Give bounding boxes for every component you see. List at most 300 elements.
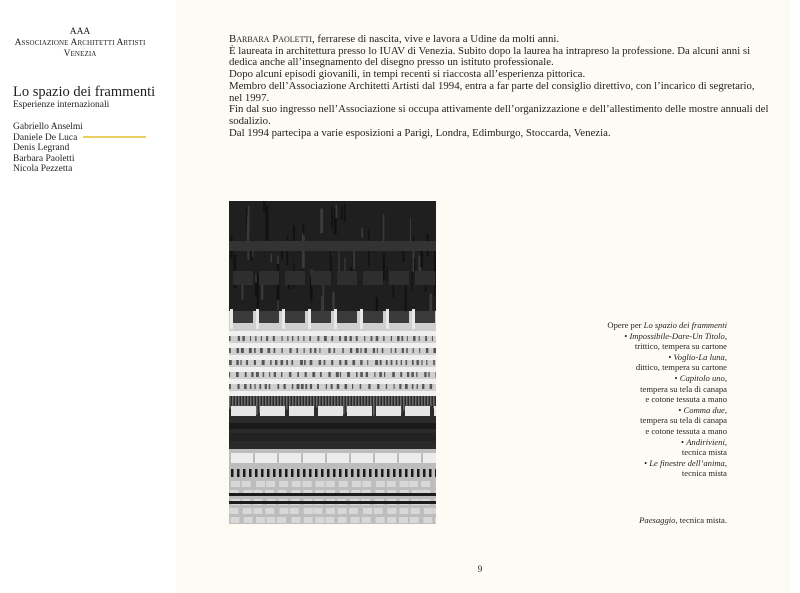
art-tick	[425, 336, 427, 341]
art-band	[229, 423, 436, 429]
art-tick	[345, 384, 348, 389]
art-drip	[409, 441, 413, 446]
art-tab	[415, 311, 435, 323]
art-drip	[373, 441, 377, 449]
art-tab	[311, 271, 331, 285]
art-tick	[254, 360, 256, 365]
art-stone	[266, 517, 275, 523]
art-drip	[331, 441, 335, 445]
art-stone	[229, 508, 238, 514]
art-stone	[363, 508, 372, 514]
art-tick	[326, 384, 327, 389]
art-tick	[314, 348, 316, 353]
art-stone	[292, 481, 301, 487]
art-tab	[389, 271, 409, 285]
art-tick	[297, 384, 300, 389]
art-tab	[233, 311, 253, 323]
art-tab	[285, 311, 305, 323]
image-caption-title: Paesaggio	[639, 515, 676, 525]
art-tab	[337, 271, 357, 285]
art-tick	[352, 384, 353, 389]
art-tick	[289, 372, 291, 377]
art-fringe-thread	[256, 396, 258, 415]
art-dash	[369, 469, 372, 477]
art-label	[351, 453, 373, 463]
art-tick	[282, 336, 283, 341]
art-stone	[399, 508, 408, 514]
art-tick	[433, 348, 436, 353]
art-tick	[407, 336, 408, 341]
art-dash	[375, 469, 378, 477]
art-tab	[285, 271, 305, 285]
art-tick	[237, 348, 240, 353]
art-stone	[326, 508, 335, 514]
art-dash	[387, 469, 390, 477]
art-drip	[259, 441, 263, 448]
art-tab-edge	[282, 309, 285, 329]
art-tick	[281, 372, 282, 377]
art-tick	[300, 360, 303, 365]
art-label	[318, 406, 343, 416]
art-drip	[271, 441, 275, 448]
art-stone	[423, 517, 432, 523]
art-tick	[324, 360, 326, 365]
art-tab-edge	[230, 309, 233, 329]
art-tab	[415, 271, 435, 285]
art-tick	[350, 336, 352, 341]
art-stroke	[302, 236, 305, 268]
art-drip	[229, 441, 233, 448]
art-fringe-thread	[244, 396, 246, 407]
art-tick	[256, 372, 259, 377]
art-stroke	[311, 284, 312, 302]
art-stone	[244, 517, 253, 523]
art-stone	[339, 481, 348, 487]
art-drip	[385, 441, 389, 446]
art-tick	[274, 348, 276, 353]
art-stroke	[270, 254, 272, 263]
art-tick	[368, 384, 370, 389]
art-tick	[342, 348, 343, 353]
art-tick	[229, 348, 231, 353]
art-tick	[424, 372, 426, 377]
art-tick	[336, 372, 339, 377]
art-tick	[380, 360, 382, 365]
art-tick	[426, 348, 428, 353]
work-title: • Andirivieni,	[681, 436, 727, 447]
work-title: • Impossibile-Dare-Un Titolo,	[624, 330, 727, 341]
art-tick	[366, 372, 368, 377]
art-tick	[397, 336, 400, 341]
association-city: Venezia	[63, 49, 97, 59]
art-tick	[386, 360, 388, 365]
art-tick	[432, 336, 433, 341]
art-label	[375, 453, 397, 463]
series-title: Lo spazio dei frammenti	[13, 84, 156, 100]
art-stroke	[265, 206, 268, 243]
art-dash	[417, 469, 420, 477]
art-tick	[360, 348, 361, 353]
art-stone	[399, 517, 408, 523]
art-tick	[360, 360, 362, 365]
bio-paragraph: Fin dal suo ingresso nell’Associazione si occupa attivamente dell’organizzazione e dell’allestimento delle mostre annuali del sodalizio.	[229, 103, 769, 127]
art-drip	[415, 441, 419, 448]
art-tick	[312, 372, 315, 377]
art-stripe	[229, 367, 436, 372]
art-fringe-thread	[349, 396, 351, 406]
art-tick	[269, 372, 270, 377]
art-stone	[387, 517, 396, 523]
art-tick	[275, 360, 277, 365]
art-stone	[338, 508, 347, 514]
art-stripe	[229, 379, 436, 384]
art-stroke	[320, 209, 323, 234]
art-dash	[429, 469, 432, 477]
art-tick	[391, 348, 392, 353]
art-tick	[236, 360, 238, 365]
art-tick	[261, 336, 262, 341]
art-tick	[273, 336, 275, 341]
art-tick	[411, 372, 413, 377]
art-tick	[406, 360, 408, 365]
bio-paragraph: Dopo alcuni episodi giovanili, in tempi recenti si riaccosta all’esperienza pittorica.	[229, 68, 586, 81]
art-tick	[297, 372, 299, 377]
page-edge	[790, 0, 800, 593]
art-fringe-thread	[304, 396, 306, 406]
art-dash	[231, 469, 234, 477]
art-label	[289, 406, 314, 416]
art-line	[229, 501, 436, 504]
art-stone	[316, 481, 325, 487]
art-tick	[289, 348, 291, 353]
art-fringe-thread	[343, 396, 345, 414]
art-dash	[279, 469, 282, 477]
art-tick	[407, 372, 409, 377]
art-tick	[287, 336, 288, 341]
work-title: • Le finestre dell’anima,	[644, 457, 727, 468]
artwork-image	[229, 201, 436, 524]
art-dash	[291, 469, 294, 477]
art-stone	[338, 517, 347, 523]
art-tab-edge	[334, 309, 337, 329]
art-label	[279, 453, 301, 463]
art-dash	[327, 469, 330, 477]
art-tick	[433, 360, 435, 365]
art-band	[229, 241, 436, 251]
art-tick	[356, 336, 358, 341]
art-tick	[421, 360, 422, 365]
bio-paragraph: Barbara Paoletti, ferrarese di nascita, vive e lavora a Udine da molti anni.	[229, 33, 560, 45]
works-caption	[560, 320, 727, 479]
bio-paragraph: Membro dell’Associazione Architetti Artisti dal 1994, entra a far parte del consiglio direttivo, con l’incarico di segretario, nel 1997.	[229, 79, 755, 104]
art-dash	[255, 469, 258, 477]
art-label	[376, 406, 401, 416]
art-label	[327, 453, 349, 463]
art-tick	[269, 384, 270, 389]
art-drip	[319, 441, 323, 448]
art-drip	[433, 441, 436, 445]
work-title: • Comma due,	[678, 404, 727, 415]
art-drip	[295, 441, 299, 449]
art-tick	[352, 360, 355, 365]
art-tick	[428, 372, 429, 377]
art-tick	[250, 336, 251, 341]
art-stripe	[229, 391, 436, 396]
art-tab	[363, 271, 383, 285]
art-fringe-thread	[385, 396, 387, 407]
association-acronym: AAA	[69, 27, 91, 37]
art-tick	[356, 372, 358, 377]
art-drip	[265, 441, 269, 449]
art-tick	[310, 348, 312, 353]
art-stone	[266, 481, 275, 487]
art-stone	[362, 481, 371, 487]
art-stone	[243, 508, 252, 514]
art-drip	[403, 441, 407, 445]
art-stroke	[331, 206, 333, 229]
art-drip	[343, 441, 347, 448]
art-stone	[303, 481, 312, 487]
art-stone	[411, 508, 420, 514]
art-tab	[337, 311, 357, 323]
art-label	[231, 453, 253, 463]
art-tick	[417, 384, 418, 389]
art-tick	[401, 336, 403, 341]
art-fringe-thread	[430, 396, 432, 406]
work-details: e cotone tessuta a mano	[645, 425, 727, 436]
art-tick	[399, 384, 401, 389]
art-tick	[331, 360, 333, 365]
art-fringe-thread	[316, 396, 318, 407]
art-dash	[363, 469, 366, 477]
art-stone	[315, 517, 324, 523]
art-stone	[256, 517, 265, 523]
art-dash	[309, 469, 312, 477]
art-drip	[253, 441, 257, 449]
art-tick	[430, 384, 433, 389]
art-tick	[305, 384, 307, 389]
art-fringe-thread	[253, 396, 255, 407]
art-tick	[374, 372, 375, 377]
art-stone	[351, 517, 360, 523]
art-stone	[242, 481, 251, 487]
art-tick	[236, 372, 239, 377]
art-stone	[253, 508, 262, 514]
art-fringe-thread	[364, 396, 366, 407]
art-stone	[387, 508, 396, 514]
artist-item: Nicola Pezzetta	[13, 164, 73, 175]
art-fringe-thread	[373, 396, 375, 416]
art-tick	[305, 372, 307, 377]
art-stroke	[257, 273, 259, 310]
art-tick	[254, 384, 255, 389]
art-tick	[251, 372, 253, 377]
art-tick	[265, 384, 267, 389]
art-tab-edge	[256, 309, 259, 329]
art-tab	[311, 311, 331, 323]
art-tick	[331, 336, 333, 341]
art-stroke	[383, 254, 385, 280]
art-tick	[263, 372, 264, 377]
art-label	[260, 406, 285, 416]
art-tick	[274, 372, 276, 377]
art-drip	[427, 441, 431, 449]
art-tick	[245, 372, 247, 377]
art-fringe-thread	[382, 396, 384, 407]
art-stone	[265, 508, 274, 514]
artist-item: Gabriello Anselmi	[13, 122, 83, 132]
art-fringe-thread	[421, 396, 423, 407]
art-dash	[267, 469, 270, 477]
art-tick	[379, 372, 382, 377]
art-tick	[283, 384, 285, 389]
art-tick	[383, 336, 384, 341]
art-stone	[409, 481, 418, 487]
art-stone	[435, 517, 436, 523]
art-tick	[356, 348, 359, 353]
artist-biography	[229, 34, 769, 139]
art-stone	[376, 481, 385, 487]
art-stone	[410, 517, 419, 523]
association-name: Associazione Architetti Artisti	[14, 38, 146, 48]
art-label	[347, 406, 372, 416]
art-label	[423, 453, 436, 463]
sidebar	[0, 0, 176, 593]
works-intro: Opere per Lo spazio dei frammenti	[607, 320, 727, 330]
bio-paragraph: È laureata in architettura presso lo IUAV di Venezia. Subito dopo la laurea ha intrapreso la professione. Da alcuni anni si dedica anche all’insegnamento del disegno presso un istituto professionale.	[229, 44, 751, 69]
art-tick	[331, 384, 333, 389]
art-drip	[313, 441, 317, 449]
art-stroke	[412, 273, 413, 292]
work-details: dittico, tempera su cartone	[635, 362, 727, 373]
art-drip	[349, 441, 353, 448]
art-tick	[262, 360, 265, 365]
art-tab	[259, 311, 279, 323]
work-details: tecnica mista	[681, 468, 727, 479]
art-tick	[350, 348, 352, 353]
art-stone	[313, 508, 322, 514]
art-drip	[337, 441, 341, 447]
art-tick	[229, 360, 232, 365]
artist-item: Barbara Paoletti	[13, 153, 75, 164]
work-details: trittico, tempera su cartone	[634, 341, 727, 352]
art-fringe-thread	[355, 396, 357, 407]
art-tick	[339, 336, 341, 341]
art-tab	[389, 311, 409, 323]
art-tick	[377, 384, 379, 389]
art-dash	[411, 469, 414, 477]
art-dash	[399, 469, 402, 477]
art-dash	[393, 469, 396, 477]
art-tick	[401, 360, 402, 365]
page-number: 9	[477, 564, 483, 574]
art-tick	[340, 372, 341, 377]
art-tick	[241, 348, 244, 353]
art-tick	[360, 372, 363, 377]
art-tick	[319, 360, 322, 365]
art-tick	[400, 372, 402, 377]
art-drip	[301, 441, 305, 445]
art-stroke	[344, 203, 346, 222]
art-tick	[328, 348, 330, 353]
art-tick	[310, 360, 313, 365]
art-tick	[371, 336, 373, 341]
artwork-illustration	[229, 201, 436, 524]
art-stone	[421, 481, 430, 487]
art-tick	[292, 336, 293, 341]
art-tick	[304, 348, 305, 353]
art-tick	[364, 336, 365, 341]
art-drip	[241, 441, 245, 448]
art-stone	[400, 481, 409, 487]
art-tick	[229, 336, 231, 341]
art-tick	[391, 360, 393, 365]
art-tick	[229, 384, 231, 389]
art-tick	[277, 384, 279, 389]
art-tick	[435, 372, 436, 377]
art-stone	[433, 508, 436, 514]
art-tick	[242, 336, 244, 341]
art-drip	[361, 441, 365, 449]
work-details: e cotone tessuta a mano	[645, 394, 727, 405]
art-drip	[277, 441, 281, 448]
art-tick	[412, 384, 414, 389]
art-tick	[334, 348, 335, 353]
art-stone	[256, 481, 265, 487]
art-fringe-thread	[403, 396, 405, 411]
art-tick	[244, 384, 247, 389]
work-title: • Capitolo uno,	[674, 372, 727, 383]
art-dash	[333, 469, 336, 477]
art-tick	[405, 384, 408, 389]
art-tick	[240, 360, 241, 365]
art-dash	[405, 469, 408, 477]
art-tick	[406, 348, 408, 353]
work-details: tecnica mista	[681, 447, 727, 458]
art-tick	[416, 372, 417, 377]
art-dash	[261, 469, 264, 477]
art-tick	[320, 372, 322, 377]
art-tick	[367, 360, 368, 365]
art-dash	[423, 469, 426, 477]
bio-paragraph: Dal 1994 partecipa a varie esposizioni a Parigi, Londra, Edimburgo, Stoccarda, Venezia.	[229, 126, 611, 139]
art-stroke	[263, 201, 265, 212]
art-dash	[381, 469, 384, 477]
art-tick	[281, 360, 284, 365]
art-line	[229, 493, 436, 496]
art-tab	[259, 271, 279, 285]
art-stone	[352, 481, 361, 487]
art-tick	[229, 372, 230, 377]
art-tick	[304, 360, 306, 365]
art-fringe-thread	[337, 396, 339, 407]
art-tick	[402, 348, 404, 353]
work-title: • Voglio-La luna,	[668, 351, 727, 362]
art-stone	[304, 508, 313, 514]
art-stripe	[229, 355, 436, 360]
art-tick	[426, 360, 427, 365]
art-band	[229, 433, 436, 441]
art-drip	[247, 441, 251, 447]
art-tick	[298, 336, 299, 341]
art-stone	[325, 517, 334, 523]
art-tick	[310, 384, 312, 389]
art-tick	[309, 336, 311, 341]
art-drip	[421, 441, 425, 445]
current-artist-marker	[83, 136, 146, 138]
art-tick	[364, 348, 366, 353]
art-tab	[233, 271, 253, 285]
